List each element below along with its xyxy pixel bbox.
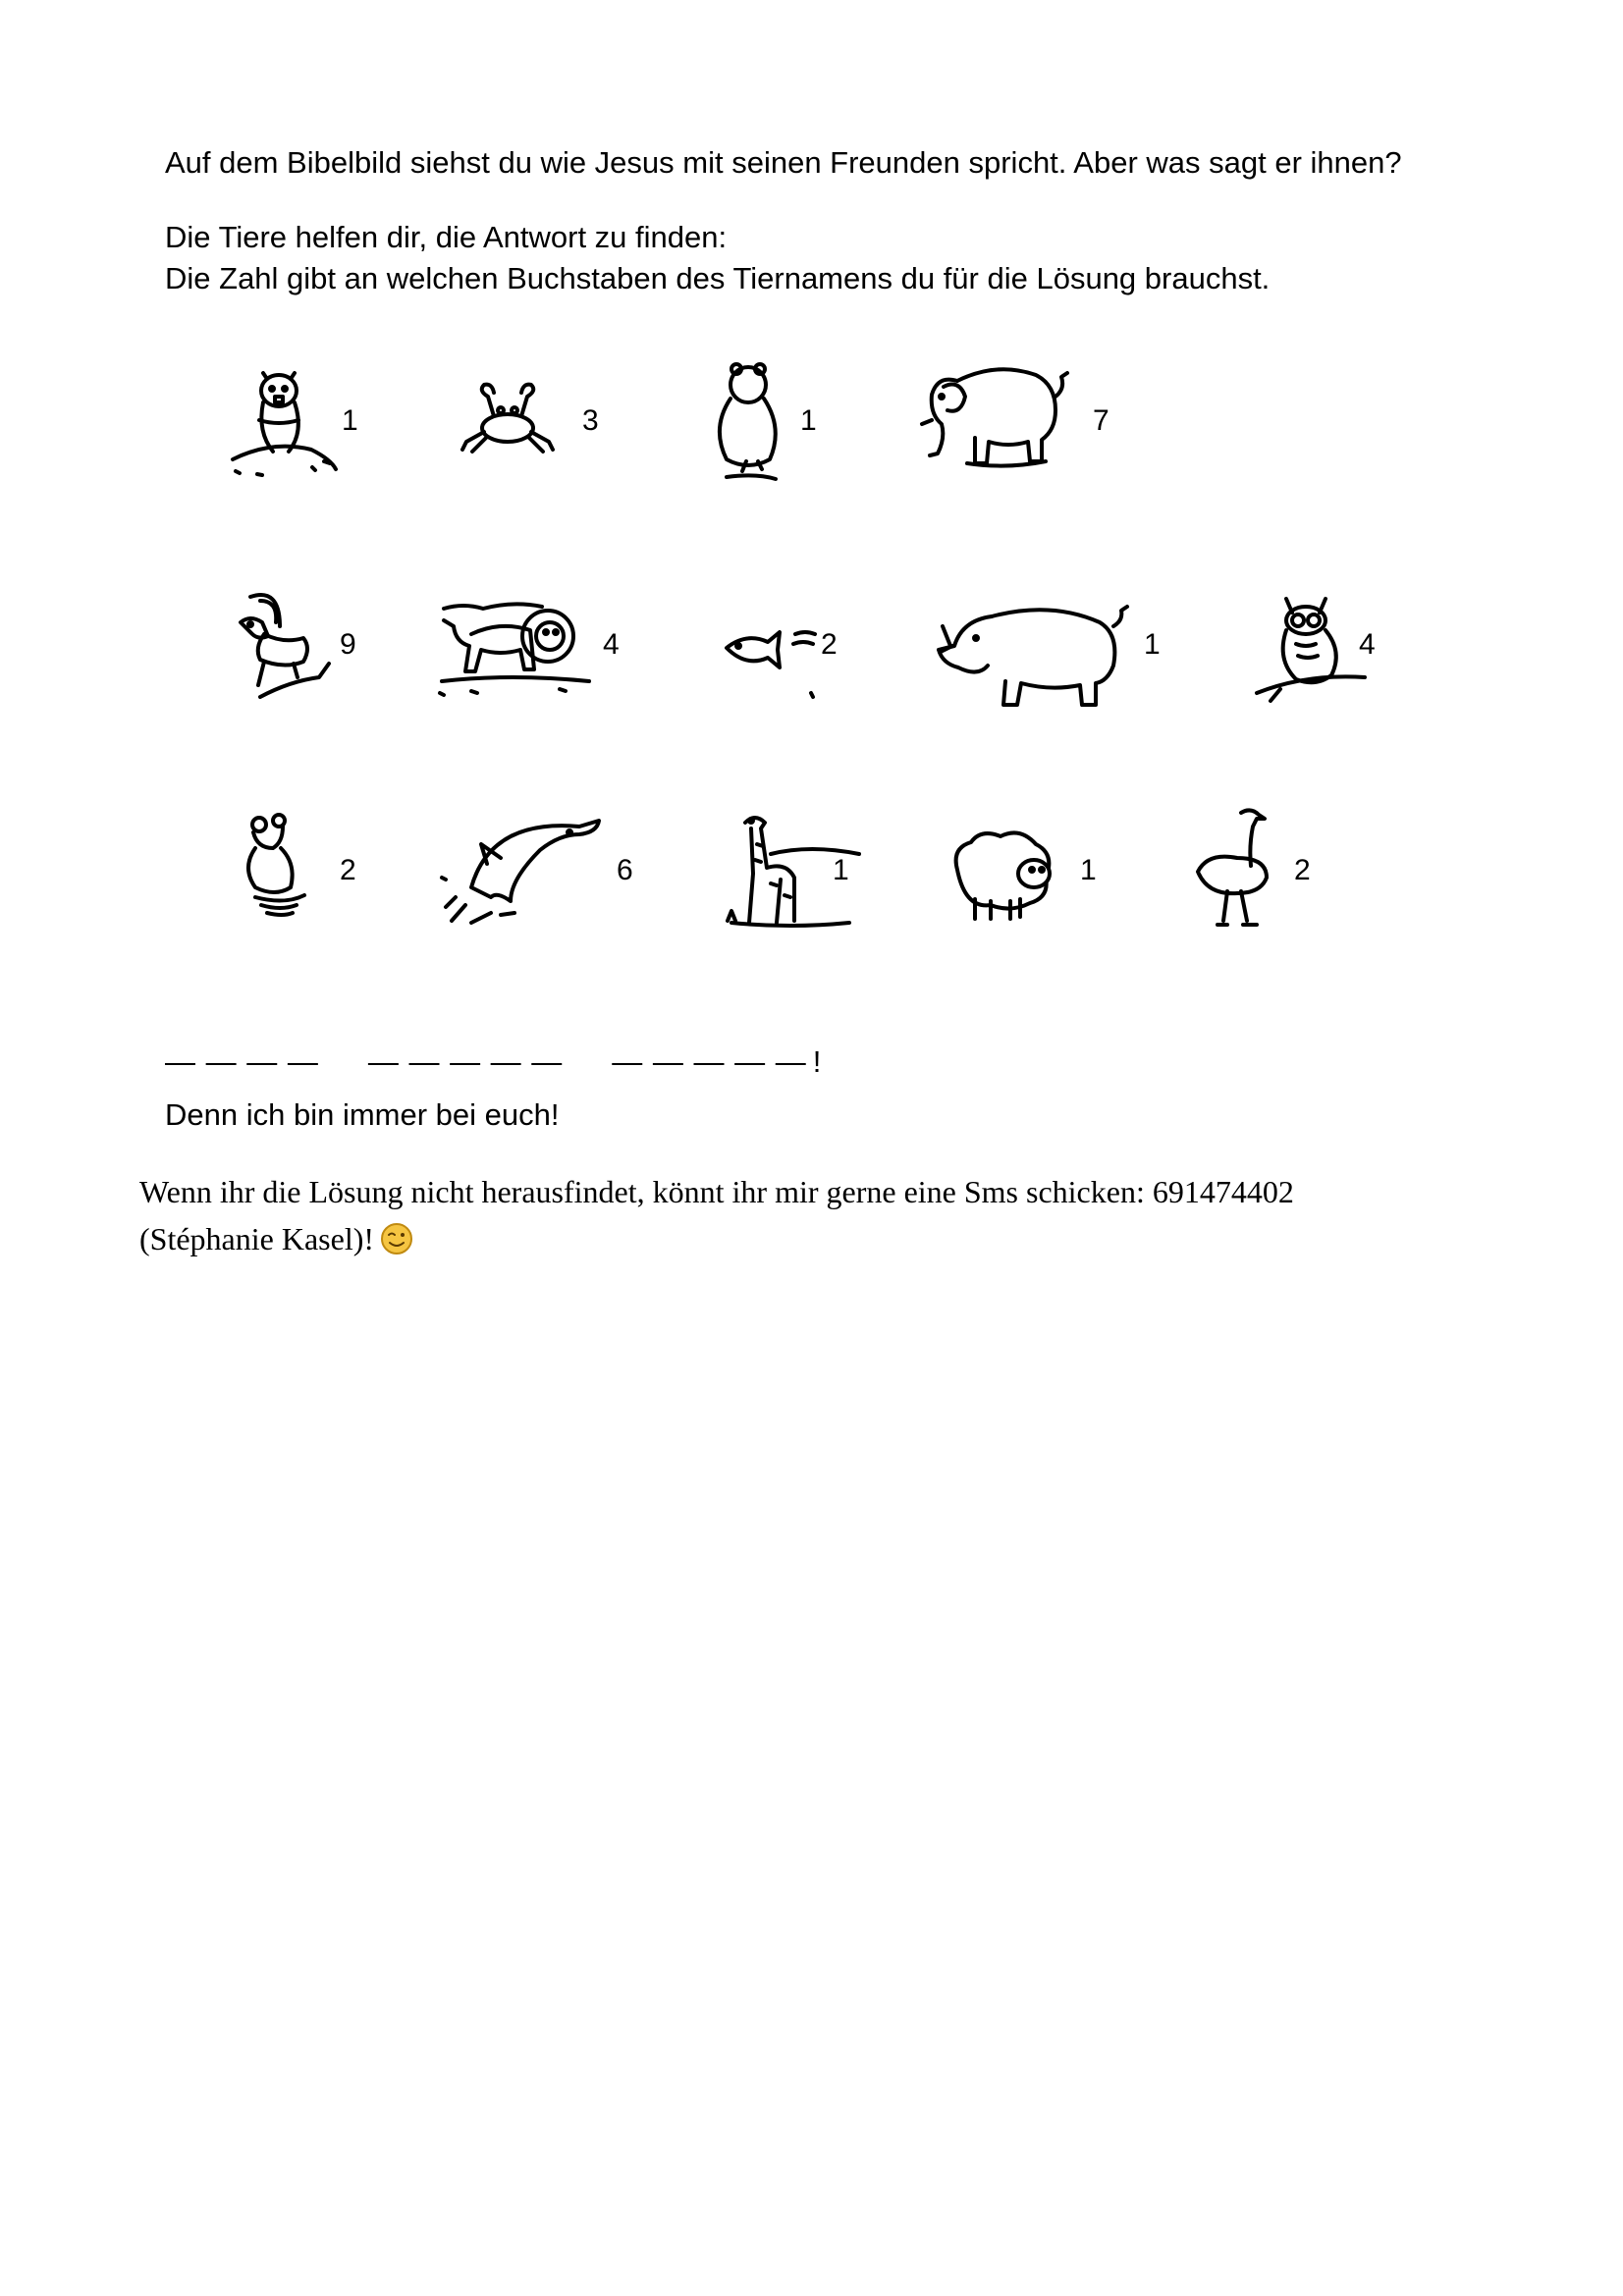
- hint-line-2: (Stéphanie Kasel)!: [139, 1221, 375, 1256]
- animal-number: 2: [1294, 854, 1311, 886]
- animal-number: 1: [1080, 854, 1097, 886]
- animal-number: 1: [833, 854, 849, 886]
- animal-number: 6: [617, 854, 633, 886]
- crab-icon: [447, 353, 584, 491]
- answer-word-3: — — — — —: [612, 1044, 807, 1079]
- animal-number: 2: [340, 854, 356, 886]
- fish-icon: [717, 595, 835, 703]
- animal-number: 1: [800, 404, 817, 437]
- animal-number: 3: [582, 404, 599, 437]
- winking-smiley-icon: [380, 1222, 413, 1255]
- animal-number: 1: [342, 404, 358, 437]
- answer-blanks: [165, 1044, 822, 1080]
- animal-number: 1: [1144, 628, 1161, 661]
- ibex-icon: [221, 577, 358, 715]
- instruction-line-3: Die Zahl gibt an welchen Buchstaben des Tiernamens du für die Lösung brauchst.: [165, 261, 1271, 295]
- marmot-icon: [218, 351, 355, 489]
- animal-number: 2: [821, 628, 838, 661]
- animal-number: 7: [1093, 404, 1109, 437]
- dolphin-icon: [432, 799, 609, 936]
- lion-icon: [432, 575, 599, 713]
- answer-word-1: — — — —: [165, 1044, 319, 1079]
- answer-word-2: — — — — —: [367, 1044, 564, 1079]
- animal-number: 4: [1359, 628, 1376, 661]
- instruction-line-1: Auf dem Bibelbild siehst du wie Jesus mit seinen Freunden spricht. Aber was sagt er ihnen?: [165, 145, 1402, 180]
- closing-sentence: Denn ich bin immer bei euch!: [165, 1097, 560, 1132]
- sheep-icon: [938, 811, 1075, 948]
- animal-number: 9: [340, 628, 356, 661]
- instruction-line-2: Die Tiere helfen dir, die Antwort zu finden:: [165, 220, 728, 254]
- answer-exclamation: !: [812, 1044, 823, 1079]
- hint-line-2-wrapper: [139, 1221, 413, 1257]
- animal-number: 4: [603, 628, 620, 661]
- hint-line-1: Wenn ihr die Lösung nicht herausfindet, könnt ihr mir gerne eine Sms schicken: 691474402: [139, 1174, 1294, 1209]
- elephant-icon: [908, 342, 1085, 479]
- rhinoceros-icon: [933, 587, 1139, 724]
